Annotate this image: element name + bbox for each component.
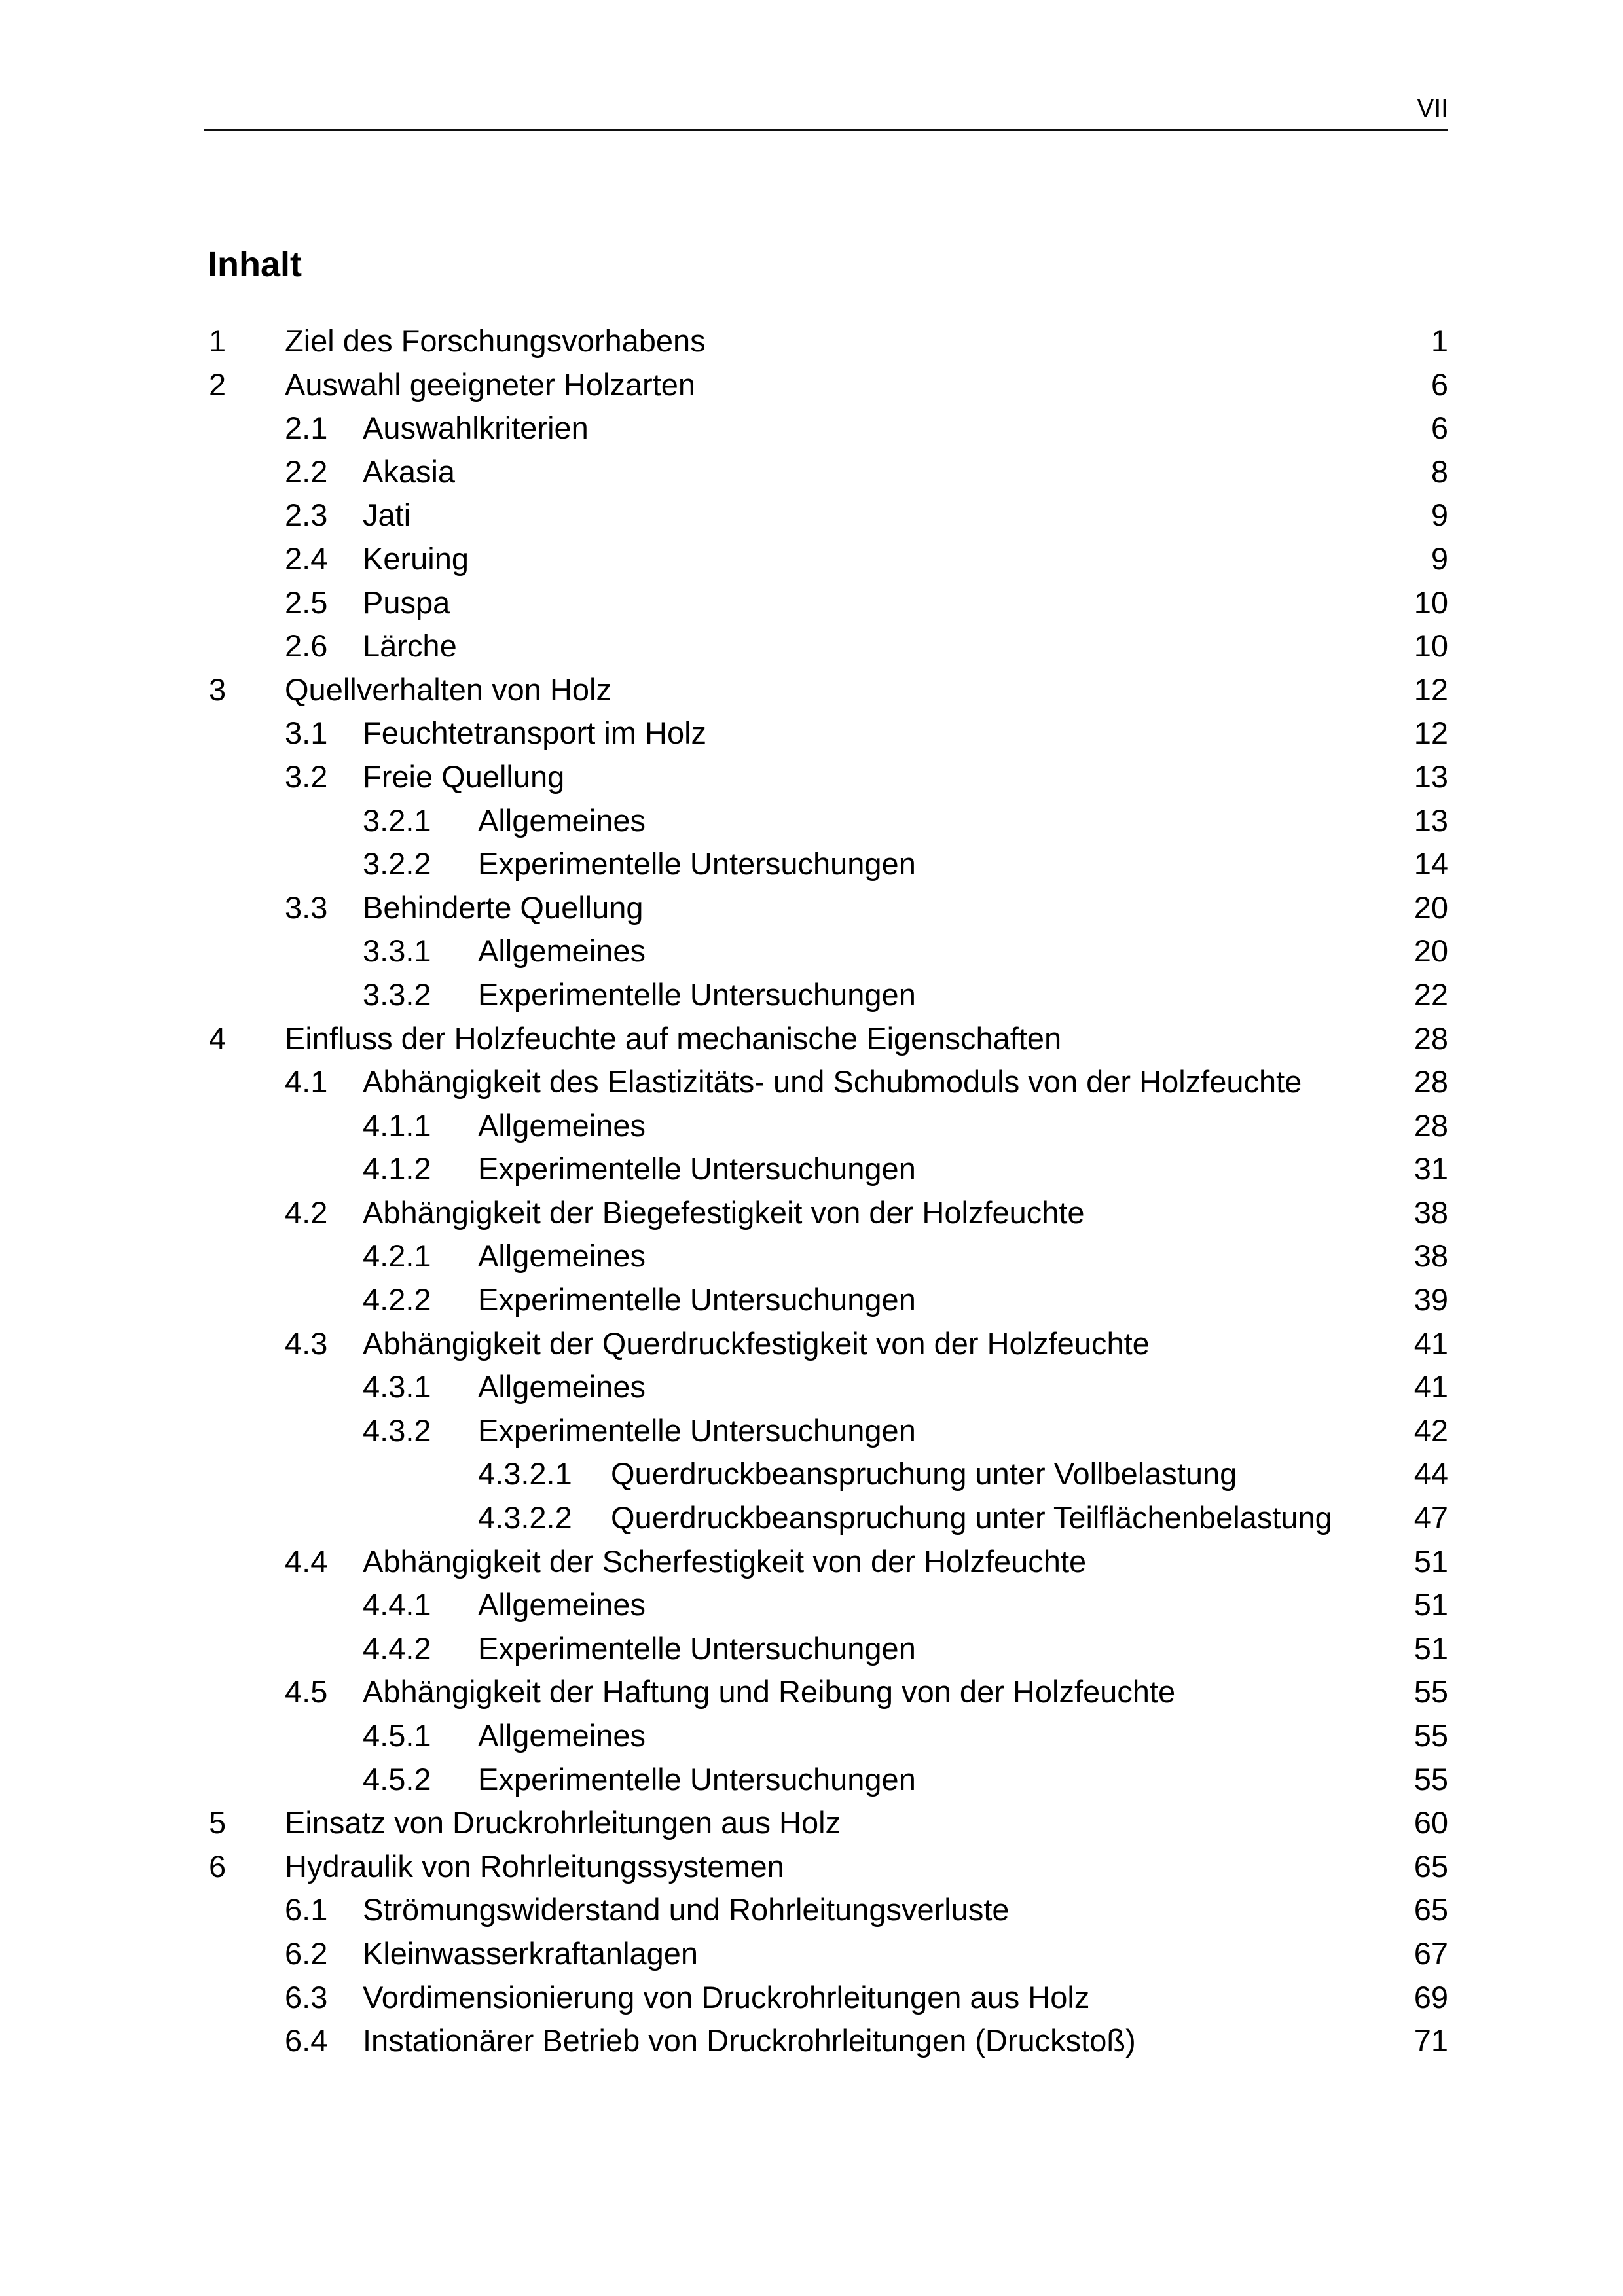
toc-entry-title: Freie Quellung <box>363 759 565 794</box>
toc-entry-title: Allgemeines <box>478 1587 646 1623</box>
toc-entry-number: 3.3 <box>285 889 328 925</box>
toc-entry-title: Allgemeines <box>478 1107 646 1143</box>
toc-entry-title: Quellverhalten von Holz <box>285 672 611 707</box>
toc-entry-number: 3.3.2 <box>363 977 431 1012</box>
toc-entry-title: Abhängigkeit des Elastizitäts- und Schubmoduls von der Holzfeuchte <box>363 1064 1302 1100</box>
toc-entry-page: 38 <box>1413 1194 1448 1230</box>
toc-entry-number: 4.1.2 <box>363 1151 431 1187</box>
toc-entry-title: Querdruckbeanspruchung unter Teilflächenbelastung <box>611 1500 1332 1535</box>
toc-entry[interactable] <box>0 1496 1623 1540</box>
toc-entry[interactable] <box>0 1365 1623 1409</box>
toc-entry[interactable] <box>0 1670 1623 1714</box>
toc-entry-title: Feuchtetransport im Holz <box>363 715 707 751</box>
toc-entry-title: Auswahl geeigneter Holzarten <box>285 367 696 402</box>
toc-entry[interactable] <box>0 842 1623 886</box>
toc-entry-title: Querdruckbeanspruchung unter Vollbelastung <box>611 1456 1237 1492</box>
toc-entry-page: 28 <box>1413 1064 1448 1100</box>
toc-entry-page: 44 <box>1413 1456 1448 1492</box>
toc-entry-number: 6.3 <box>285 1979 328 2015</box>
toc-entry-page: 9 <box>1431 541 1448 576</box>
toc-entry-title: Experimentelle Untersuchungen <box>478 846 916 882</box>
toc-entry-title: Experimentelle Untersuchungen <box>478 977 916 1012</box>
toc-entry-number: 2.5 <box>285 584 328 620</box>
toc-entry-number: 3.2.1 <box>363 802 431 838</box>
toc-entry-number: 4.2.2 <box>363 1282 431 1318</box>
toc-entry-number: 2.1 <box>285 410 328 446</box>
toc-entry-page: 20 <box>1413 889 1448 925</box>
toc-entry-page: 28 <box>1413 1020 1448 1056</box>
toc-entry-title: Keruing <box>363 541 469 576</box>
toc-entry-title: Experimentelle Untersuchungen <box>478 1630 916 1666</box>
toc-entry-page: 10 <box>1413 584 1448 620</box>
toc-entry-title: Behinderte Quellung <box>363 889 644 925</box>
toc-entry[interactable] <box>0 1104 1623 1148</box>
toc-entry[interactable] <box>0 1060 1623 1104</box>
toc-entry-page: 69 <box>1413 1979 1448 2015</box>
toc-entry-title: Allgemeines <box>478 1369 646 1405</box>
toc-entry-page: 6 <box>1431 410 1448 446</box>
toc-entry-number: 4.5 <box>285 1674 328 1710</box>
toc-entry-number: 6 <box>209 1848 227 1884</box>
toc-entry-number: 2.3 <box>285 497 328 533</box>
toc-entry-page: 51 <box>1413 1587 1448 1623</box>
toc-entry-number: 6.1 <box>285 1892 328 1928</box>
toc-entry-number: 4.1.1 <box>363 1107 431 1143</box>
page-title: Inhalt <box>208 245 302 284</box>
toc-entry-title: Experimentelle Untersuchungen <box>478 1761 916 1797</box>
toc-entry-number: 3.2.2 <box>363 846 431 882</box>
toc-entry[interactable] <box>0 1322 1623 1366</box>
toc-entry-title: Kleinwasserkraftanlagen <box>363 1935 699 1971</box>
toc-entry-number: 4.1 <box>285 1064 328 1100</box>
toc-entry[interactable] <box>0 1801 1623 1845</box>
toc-entry-title: Auswahlkriterien <box>363 410 589 446</box>
toc-entry-page: 47 <box>1413 1500 1448 1535</box>
toc-entry[interactable] <box>0 1278 1623 1322</box>
toc-entry[interactable] <box>0 1017 1623 1061</box>
toc-entry-page: 12 <box>1413 715 1448 751</box>
toc-entry-title: Abhängigkeit der Biegefestigkeit von der Holzfeuchte <box>363 1194 1085 1230</box>
toc-entry[interactable] <box>0 624 1623 668</box>
toc-entry-number: 4.4 <box>285 1543 328 1579</box>
toc-entry-page: 8 <box>1431 454 1448 489</box>
toc-entry-number: 3.1 <box>285 715 328 751</box>
toc-entry-number: 4.2.1 <box>363 1238 431 1274</box>
toc-entry-page: 51 <box>1413 1543 1448 1579</box>
toc-entry-page: 55 <box>1413 1761 1448 1797</box>
toc-entry-title: Allgemeines <box>478 933 646 969</box>
toc-entry[interactable] <box>0 406 1623 450</box>
toc-entry-title: Vordimensionierung von Druckrohrleitungen aus Holz <box>363 1979 1090 2015</box>
toc-entry-number: 3 <box>209 672 227 707</box>
toc-entry-number: 4.5.2 <box>363 1761 431 1797</box>
toc-entry-title: Ziel des Forschungsvorhabens <box>285 323 706 358</box>
toc-entry[interactable] <box>0 1234 1623 1278</box>
toc-entry-title: Abhängigkeit der Querdruckfestigkeit von der Holzfeuchte <box>363 1325 1150 1361</box>
toc-entry[interactable] <box>0 1540 1623 1584</box>
toc-entry-number: 6.2 <box>285 1935 328 1971</box>
toc-entry[interactable] <box>0 1845 1623 1889</box>
toc-entry-title: Experimentelle Untersuchungen <box>478 1282 916 1318</box>
toc-entry-page: 55 <box>1413 1718 1448 1753</box>
toc-entry[interactable] <box>0 363 1623 407</box>
toc-entry-title: Allgemeines <box>478 1718 646 1753</box>
toc-entry-page: 42 <box>1413 1412 1448 1448</box>
toc-entry-page: 67 <box>1413 1935 1448 1971</box>
toc-entry-number: 4.3.2.2 <box>478 1500 572 1535</box>
toc-entry-number: 4.3 <box>285 1325 328 1361</box>
toc-entry-page: 51 <box>1413 1630 1448 1666</box>
toc-entry-title: Puspa <box>363 584 450 620</box>
toc-entry[interactable] <box>0 1191 1623 1235</box>
toc-entry-page: 1 <box>1431 323 1448 358</box>
toc-entry[interactable] <box>0 1627 1623 1671</box>
toc-entry-number: 4.3.2 <box>363 1412 431 1448</box>
toc-entry[interactable] <box>0 1147 1623 1191</box>
toc-entry-title: Experimentelle Untersuchungen <box>478 1151 916 1187</box>
toc-entry-page: 38 <box>1413 1238 1448 1274</box>
toc-entry-number: 3.3.1 <box>363 933 431 969</box>
toc-entry[interactable] <box>0 319 1623 363</box>
toc-entry-number: 4.2 <box>285 1194 328 1230</box>
toc-entry[interactable] <box>0 450 1623 494</box>
toc-entry-page: 13 <box>1413 759 1448 794</box>
toc-entry-number: 4 <box>209 1020 227 1056</box>
toc-entry[interactable] <box>0 886 1623 930</box>
toc-entry-number: 4.3.1 <box>363 1369 431 1405</box>
toc-entry-title: Allgemeines <box>478 1238 646 1274</box>
toc-entry[interactable] <box>0 493 1623 537</box>
toc-entry-number: 4.4.1 <box>363 1587 431 1623</box>
toc-entry[interactable] <box>0 1583 1623 1627</box>
toc-entry[interactable] <box>0 1758 1623 1802</box>
toc-entry-page: 10 <box>1413 628 1448 664</box>
header-rule <box>204 129 1448 131</box>
toc-entry[interactable] <box>0 1452 1623 1496</box>
toc-entry-title: Einfluss der Holzfeuchte auf mechanische Eigenschaften <box>285 1020 1062 1056</box>
toc-entry[interactable] <box>0 668 1623 712</box>
toc-entry-page: 9 <box>1431 497 1448 533</box>
toc-entry-page: 41 <box>1413 1369 1448 1405</box>
toc-entry[interactable] <box>0 799 1623 843</box>
toc-entry[interactable] <box>0 929 1623 973</box>
toc-entry[interactable] <box>0 1888 1623 1932</box>
toc-entry-title: Akasia <box>363 454 456 489</box>
toc-entry-page: 28 <box>1413 1107 1448 1143</box>
toc-entry-page: 12 <box>1413 672 1448 707</box>
toc-entry-number: 2.4 <box>285 541 328 576</box>
toc-entry-page: 6 <box>1431 367 1448 402</box>
toc-entry-page: 41 <box>1413 1325 1448 1361</box>
toc-entry[interactable] <box>0 755 1623 799</box>
toc-entry-page: 13 <box>1413 802 1448 838</box>
toc-entry-number: 4.3.2.1 <box>478 1456 572 1492</box>
toc-entry-page: 22 <box>1413 977 1448 1012</box>
toc-entry-page: 20 <box>1413 933 1448 969</box>
toc-entry-number: 4.4.2 <box>363 1630 431 1666</box>
toc-entry[interactable] <box>0 537 1623 581</box>
toc-entry[interactable] <box>0 973 1623 1017</box>
toc-entry-title: Abhängigkeit der Scherfestigkeit von der Holzfeuchte <box>363 1543 1087 1579</box>
toc-entry-number: 2.2 <box>285 454 328 489</box>
toc-entry-title: Jati <box>363 497 411 533</box>
toc-entry-title: Allgemeines <box>478 802 646 838</box>
table-of-contents <box>0 319 1623 2063</box>
toc-entry-page: 60 <box>1413 1805 1448 1840</box>
toc-entry-title: Experimentelle Untersuchungen <box>478 1412 916 1448</box>
toc-entry-number: 1 <box>209 323 227 358</box>
toc-entry[interactable] <box>0 1976 1623 2020</box>
toc-entry-title: Lärche <box>363 628 457 664</box>
toc-entry[interactable] <box>0 1932 1623 1976</box>
toc-entry-number: 6.4 <box>285 2023 328 2058</box>
toc-entry[interactable] <box>0 711 1623 755</box>
toc-entry[interactable] <box>0 2019 1623 2063</box>
toc-entry-number: 2.6 <box>285 628 328 664</box>
page-number: VII <box>1417 94 1448 122</box>
toc-entry[interactable] <box>0 581 1623 625</box>
toc-entry-title: Instationärer Betrieb von Druckrohrleitungen (Druckstoß) <box>363 2023 1136 2058</box>
toc-entry-page: 31 <box>1413 1151 1448 1187</box>
toc-entry-page: 71 <box>1413 2023 1448 2058</box>
toc-entry-page: 39 <box>1413 1282 1448 1318</box>
toc-entry-page: 65 <box>1413 1848 1448 1884</box>
toc-entry[interactable] <box>0 1409 1623 1453</box>
toc-entry-title: Abhängigkeit der Haftung und Reibung von der Holzfeuchte <box>363 1674 1176 1710</box>
toc-entry-number: 5 <box>209 1805 227 1840</box>
toc-entry[interactable] <box>0 1714 1623 1758</box>
toc-entry-number: 2 <box>209 367 227 402</box>
toc-entry-page: 65 <box>1413 1892 1448 1928</box>
toc-entry-title: Hydraulik von Rohrleitungssystemen <box>285 1848 784 1884</box>
toc-entry-page: 14 <box>1413 846 1448 882</box>
toc-entry-number: 4.5.1 <box>363 1718 431 1753</box>
toc-entry-title: Strömungswiderstand und Rohrleitungsverluste <box>363 1892 1010 1928</box>
toc-entry-number: 3.2 <box>285 759 328 794</box>
toc-entry-page: 55 <box>1413 1674 1448 1710</box>
toc-entry-title: Einsatz von Druckrohrleitungen aus Holz <box>285 1805 841 1840</box>
